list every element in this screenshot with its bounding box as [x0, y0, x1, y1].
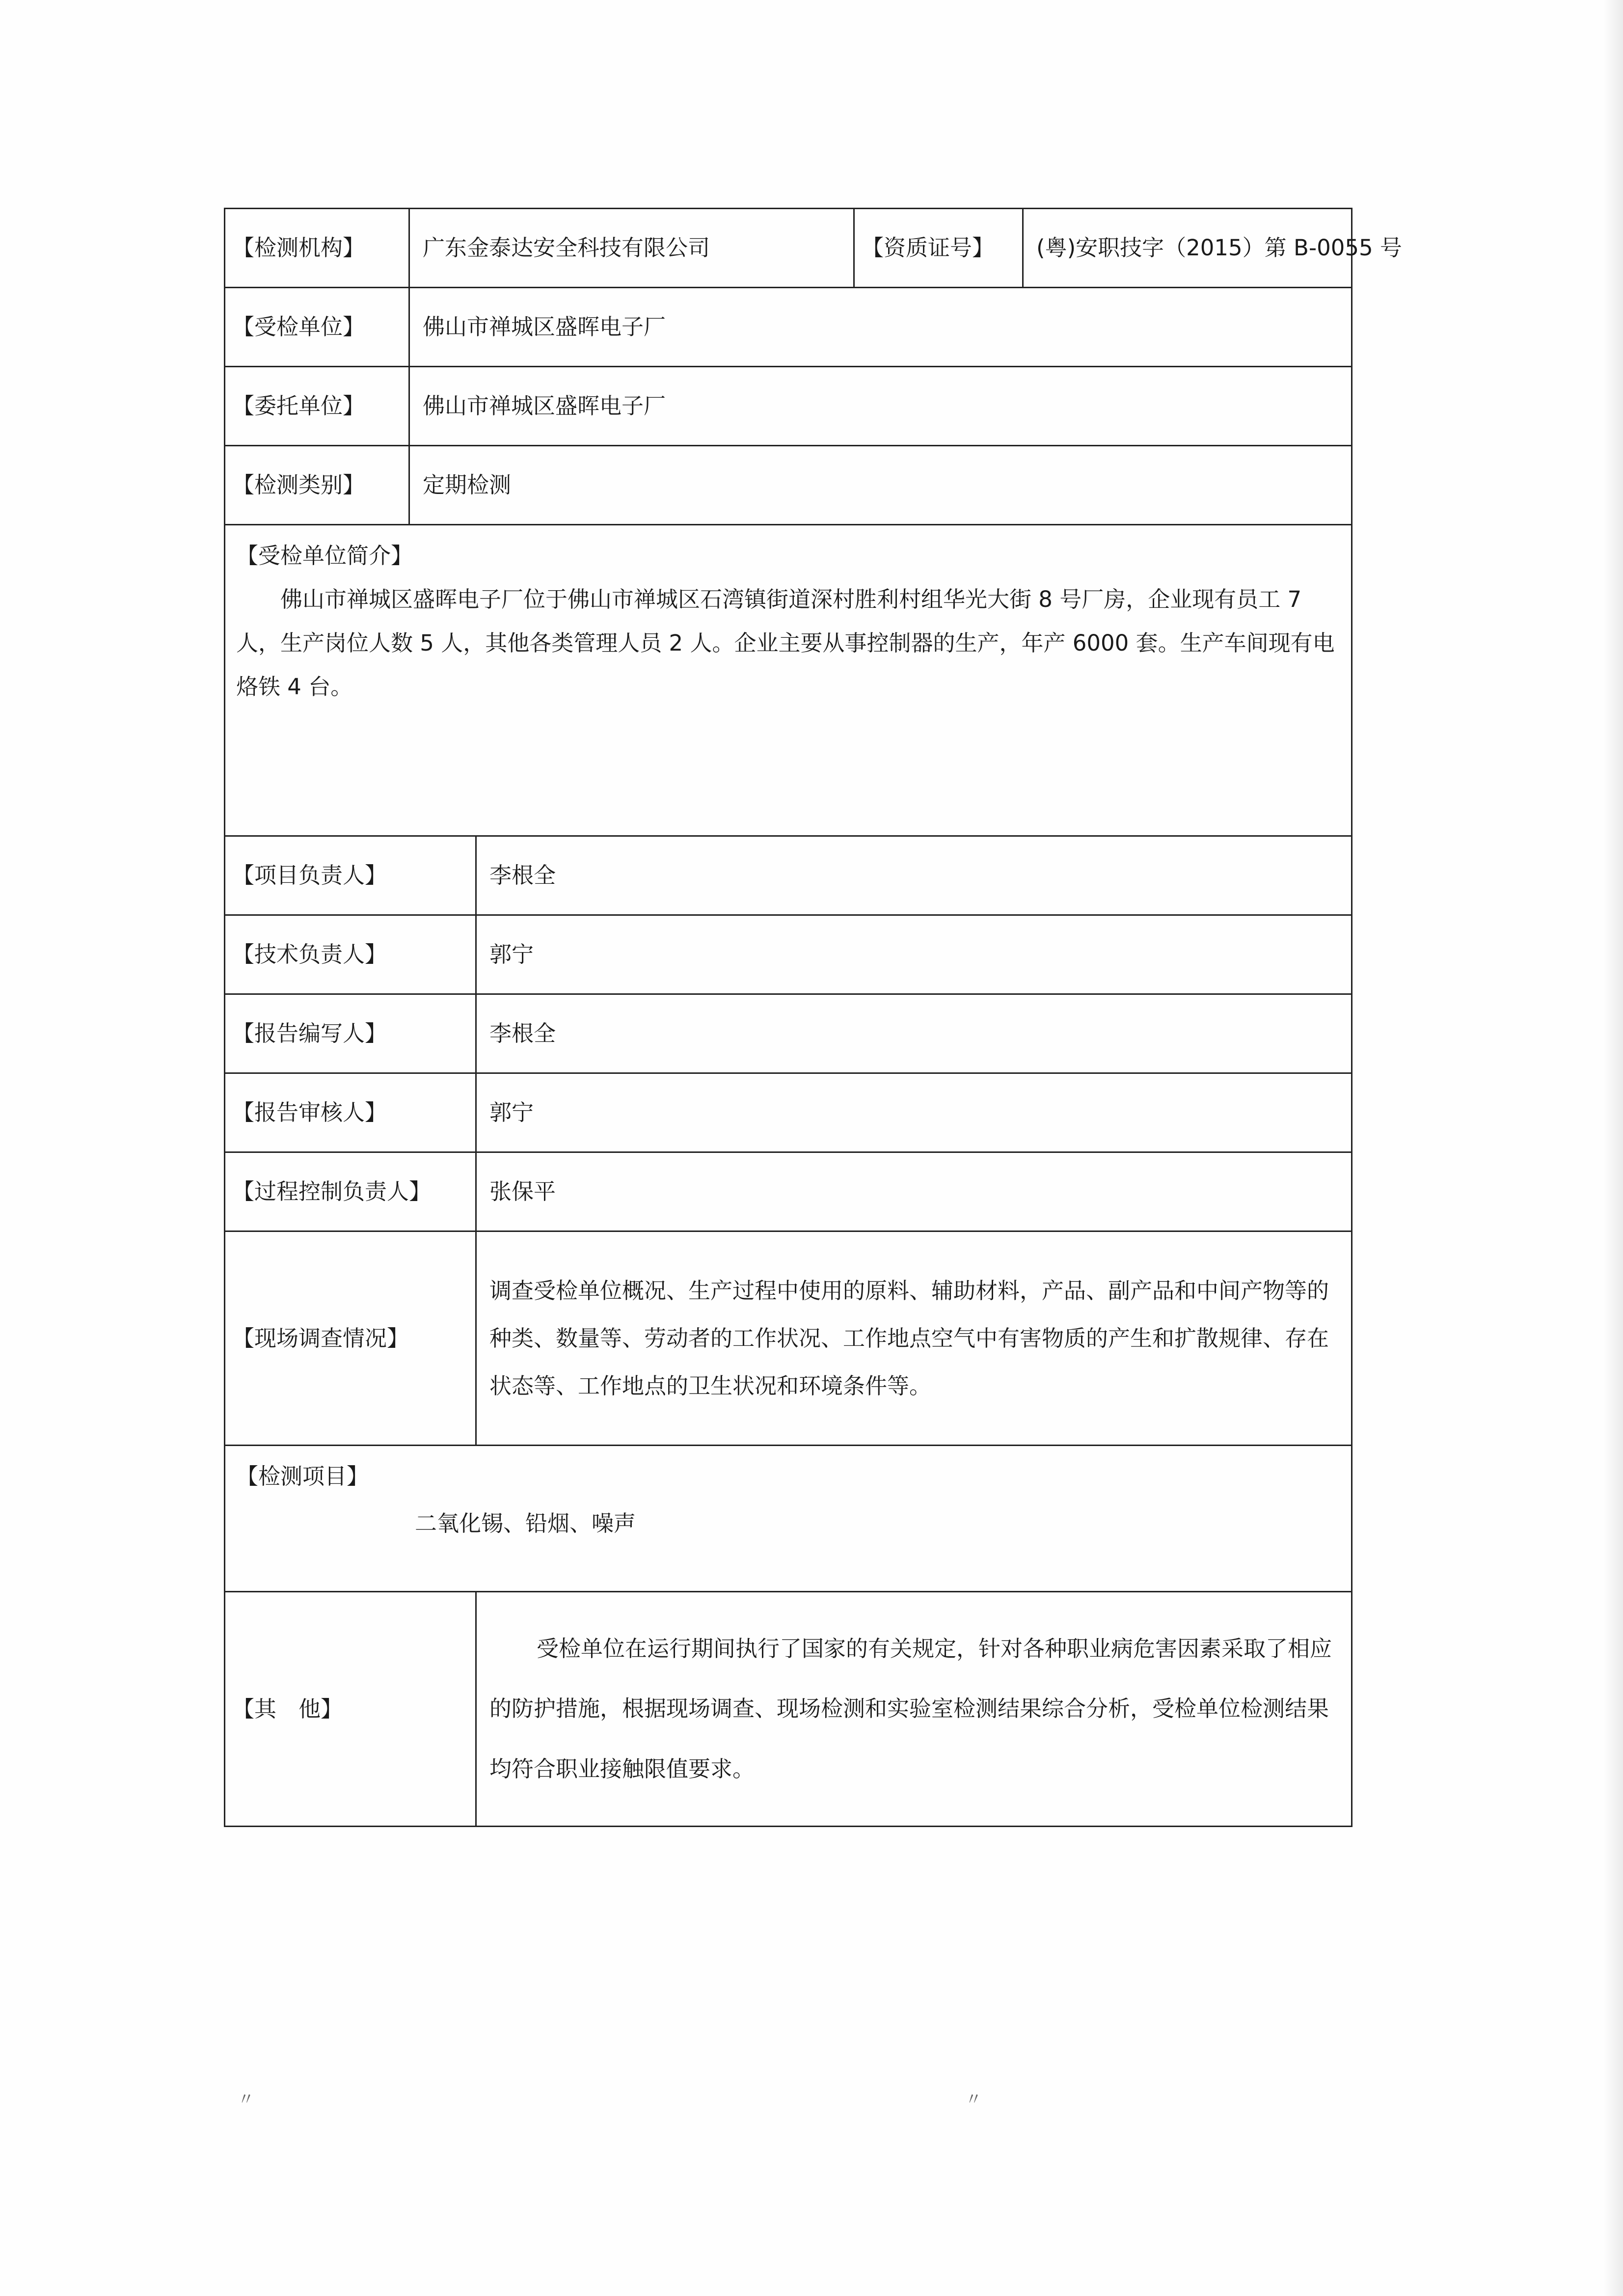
agency-value: 广东金泰达安全科技有限公司	[409, 209, 854, 288]
row-other	[225, 1592, 1352, 1827]
report-reviewer-value: 郭宁	[476, 1073, 1352, 1152]
test-category-value: 定期检测	[409, 446, 1352, 525]
row-report-writer	[225, 994, 1352, 1073]
intro-text: 佛山市禅城区盛晖电子厂位于佛山市禅城区石湾镇街道深村胜利村组华光大街 8 号厂房，企业现有员工 7 人，生产岗位人数 5 人，其他各类管理人员 2 人。企业主要从事控制器的生产，年产 6000 套。生产车间现有电烙铁 4 台。	[236, 586, 1335, 700]
project-lead-label: 【项目负责人】	[225, 836, 476, 915]
row-site-survey	[225, 1231, 1352, 1446]
client-unit-label: 【委托单位】	[225, 367, 409, 446]
inspection-info-table	[224, 208, 1402, 1827]
scan-mark-left: 〃	[238, 2090, 254, 2109]
tech-lead-value: 郭宁	[476, 915, 1352, 994]
row-test-category	[225, 446, 1352, 525]
other-text: 受检单位在运行期间执行了国家的有关规定，针对各种职业病危害因素采取了相应的防护措施，根据现场调查、现场检测和实验室检测结果综合分析，受检单位检测结果均符合职业接触限值要求。	[476, 1592, 1352, 1827]
scan-mark-right: 〃	[965, 2090, 982, 2109]
row-report-reviewer	[225, 1073, 1352, 1152]
tech-lead-label: 【技术负责人】	[225, 915, 476, 994]
scan-edge-shadow	[1603, 0, 1623, 2296]
process-control-value: 张保平	[476, 1152, 1352, 1231]
row-intro	[225, 525, 1352, 836]
cert-value: (粤)安职技字（2015）第 B-0055 号	[1023, 209, 1352, 288]
client-unit-value: 佛山市禅城区盛晖电子厂	[409, 367, 1352, 446]
report-writer-label: 【报告编写人】	[225, 994, 476, 1073]
row-inspected-unit	[225, 288, 1352, 367]
inspected-unit-label: 【受检单位】	[225, 288, 409, 367]
process-control-label: 【过程控制负责人】	[225, 1152, 476, 1231]
inspected-unit-value: 佛山市禅城区盛晖电子厂	[409, 288, 1352, 367]
report-writer-value: 李根全	[476, 994, 1352, 1073]
agency-label: 【检测机构】	[225, 209, 409, 288]
row-tech-lead	[225, 915, 1352, 994]
report-reviewer-label: 【报告审核人】	[225, 1073, 476, 1152]
intro-cell	[225, 525, 1352, 836]
other-label: 【其 他】	[225, 1592, 476, 1827]
test-items-value: 二氧化锡、铅烟、噪声	[415, 1510, 636, 1536]
site-survey-label: 【现场调查情况】	[225, 1231, 476, 1446]
test-category-label: 【检测类别】	[225, 446, 409, 525]
row-project-lead	[225, 836, 1352, 915]
intro-label: 【受检单位简介】	[236, 543, 413, 569]
test-items-label: 【检测项目】	[236, 1463, 369, 1489]
site-survey-text: 调查受检单位概况、生产过程中使用的原料、辅助材料，产品、副产品和中间产物等的种类、数量等、劳动者的工作状况、工作地点空气中有害物质的产生和扩散规律、存在状态等、工作地点的卫生状况和环境条件等。	[476, 1231, 1352, 1446]
row-agency	[225, 209, 1352, 288]
row-client-unit	[225, 367, 1352, 446]
row-test-items	[225, 1446, 1352, 1592]
cert-label: 【资质证号】	[854, 209, 1023, 288]
project-lead-value: 李根全	[476, 836, 1352, 915]
test-items-cell	[225, 1446, 1352, 1592]
row-process-control	[225, 1152, 1352, 1231]
